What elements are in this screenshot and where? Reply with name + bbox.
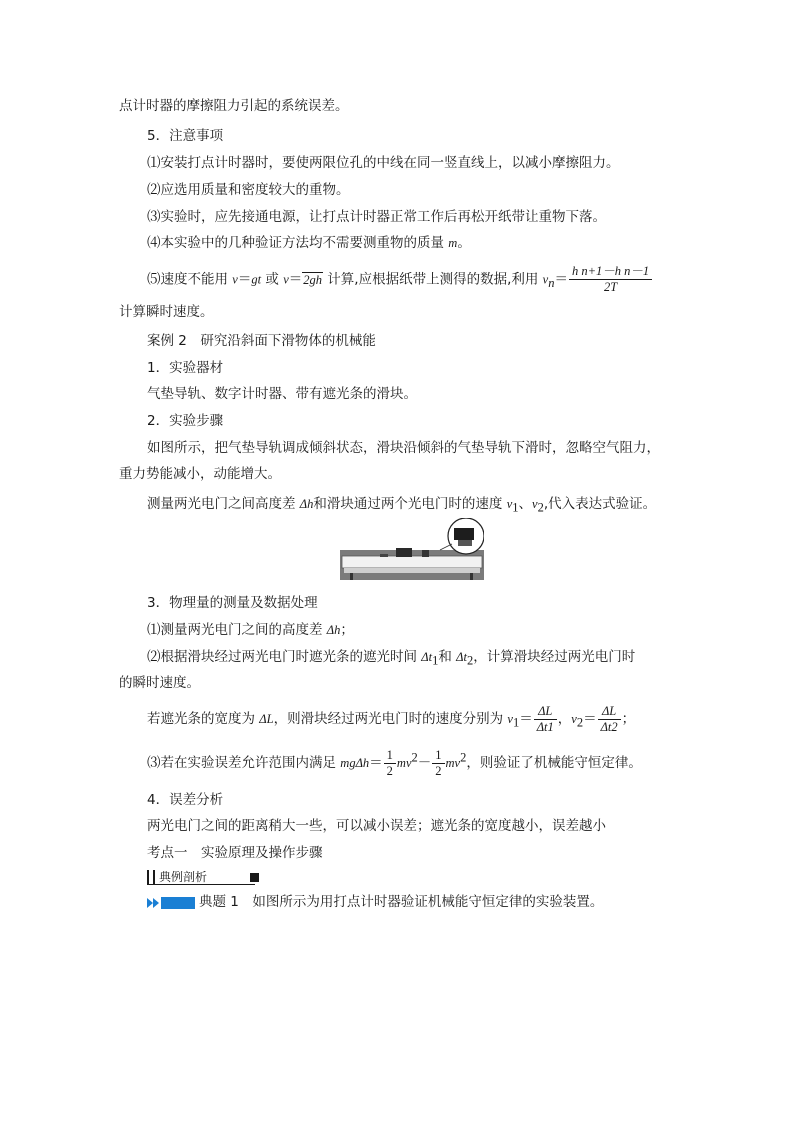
section-heading: 4．误差分析 — [147, 792, 224, 808]
math: mv — [396, 756, 412, 770]
text-line: 两光电门之间的距离稍大一些，可以减小误差；遮光条的宽度越小，误差越小 — [147, 818, 606, 834]
text-line: ⑵应选用质量和密度较大的重物。 — [147, 182, 350, 198]
text: 和滑块通过两个光电门时的速度 — [313, 496, 507, 512]
bar-mark — [153, 870, 155, 884]
text: ⑴测量两光电门之间的高度差 — [147, 622, 327, 638]
denominator: 2 — [435, 763, 442, 778]
math: mv — [445, 756, 461, 770]
section-heading: 3．物理量的测量及数据处理 — [147, 595, 318, 611]
math: v — [532, 497, 538, 511]
superscript: 2 — [411, 750, 418, 765]
text: ⑶若在实验误差允许范围内满足 — [147, 755, 341, 771]
math: ＝ — [583, 711, 597, 727]
section-label: 典例剖析 — [159, 870, 208, 884]
math: ＝ — [369, 755, 383, 771]
math: ＝ — [288, 271, 303, 288]
text-line: 计算瞬时速度。 — [119, 304, 214, 320]
text-line — [147, 702, 635, 736]
text-line: 如图所示，把气垫导轨调成倾斜状态，滑块沿倾斜的气垫导轨下滑时，忽略空气阻力， — [147, 440, 660, 456]
text: ⑵根据滑块经过两光电门时遮光条的遮光时间 — [147, 649, 422, 665]
text-line: ⑷本实验中的几种验证方法均不需要测重物的质量 m。 — [147, 235, 471, 251]
text: 和 — [438, 649, 457, 665]
math: gt — [251, 272, 262, 287]
numerator: ΔL — [598, 704, 621, 720]
text-line: 气垫导轨、数字计时器、带有遮光条的滑块。 — [147, 386, 417, 402]
subscript: 1 — [512, 715, 520, 730]
text-line — [147, 494, 656, 514]
text-line — [147, 620, 354, 640]
text-line — [147, 746, 642, 780]
text: ； — [340, 622, 354, 638]
math: ＝ — [554, 271, 568, 288]
air-track-photo — [340, 518, 484, 584]
math: v — [542, 272, 549, 287]
denominator: Δt2 — [600, 719, 618, 734]
math: ＝ — [519, 711, 533, 727]
text-line: 点计时器的摩擦阻力引起的系统误差。 — [119, 98, 349, 114]
topic-heading: 考点一 实验原理及操作步骤 — [147, 845, 323, 861]
text: 计算,应根据纸带上测得的数据,利用 — [323, 271, 543, 288]
square-icon — [250, 873, 259, 882]
text: 测量两光电门之间高度差 — [147, 496, 300, 512]
math: mgΔh — [340, 756, 370, 770]
fraction — [432, 748, 444, 779]
example-title: 典题 1 如图所示为用打点计时器验证机械能守恒定律的实验装置。 — [199, 894, 604, 910]
math: Δt — [421, 650, 433, 664]
underline — [147, 884, 255, 885]
text-line: 的瞬时速度。 — [119, 675, 200, 691]
math: v — [232, 272, 238, 287]
double-arrow-icon — [147, 898, 161, 908]
math: ＝ — [237, 271, 252, 288]
text: ，则滑块经过两光电门时的速度分别为 — [273, 711, 508, 727]
fraction — [598, 704, 621, 735]
accent-bar — [161, 897, 195, 909]
math: ΔL — [259, 712, 274, 726]
section-heading: 2．实验步骤 — [147, 413, 224, 429]
subscript: 2 — [537, 500, 544, 515]
subscript: n — [548, 276, 555, 291]
math: v — [571, 712, 577, 726]
text-line — [147, 647, 635, 667]
text: ， — [557, 711, 572, 727]
text-line: ⑴安装打点计时器时，要使两限位孔的中线在同一竖直线上，以减小摩擦阻力。 — [147, 155, 620, 171]
text: ，则验证了机械能守恒定律。 — [466, 755, 642, 771]
math: － — [417, 755, 432, 771]
section-heading: 5．注意事项 — [147, 128, 224, 144]
subscript: 2 — [466, 653, 474, 668]
text: 若遮光条的宽度为 — [147, 711, 260, 727]
subscript: 2 — [576, 715, 584, 730]
text: ⑷本实验中的几种验证方法均不需要测重物的质量 — [147, 235, 449, 251]
subscript: 1 — [512, 500, 519, 515]
numerator: 1 — [432, 748, 444, 764]
math: Δt — [456, 650, 467, 664]
fraction — [534, 704, 557, 735]
text-line: ⑶实验时，应先接通电源，让打点计时器正常工作后再松开纸带让重物下落。 — [147, 209, 606, 225]
denominator: 2 — [386, 763, 393, 778]
subscript: 1 — [432, 653, 439, 668]
text: ,代入表达式验证。 — [543, 496, 657, 512]
fraction — [569, 264, 652, 295]
numerator: ΔL — [534, 704, 557, 720]
math: Δh — [326, 623, 341, 637]
math: v — [506, 497, 513, 511]
text: ⑸速度不能用 — [147, 271, 233, 288]
superscript: 2 — [460, 750, 467, 765]
denominator: 2T — [603, 280, 618, 294]
numerator: 1 — [384, 748, 396, 764]
text-line — [147, 264, 653, 295]
text: ，计算滑块经过两光电门时 — [473, 649, 636, 665]
sqrt: 2gh — [303, 272, 322, 287]
fraction — [384, 748, 396, 779]
math: v — [507, 712, 513, 726]
section-heading: 1．实验器材 — [147, 360, 224, 376]
text-line: 重力势能减小，动能增大。 — [119, 466, 281, 482]
text: 、 — [518, 496, 532, 512]
numerator: h n+1－h n－1 — [569, 264, 652, 280]
math: m — [448, 236, 458, 250]
text: ； — [621, 711, 636, 727]
bar-mark — [147, 870, 149, 884]
case-heading: 案例 2 研究沿斜面下滑物体的机械能 — [147, 333, 376, 349]
text: 或 — [261, 271, 284, 288]
math: Δh — [299, 497, 314, 511]
denominator: Δt1 — [536, 719, 554, 734]
math: v — [283, 272, 289, 287]
